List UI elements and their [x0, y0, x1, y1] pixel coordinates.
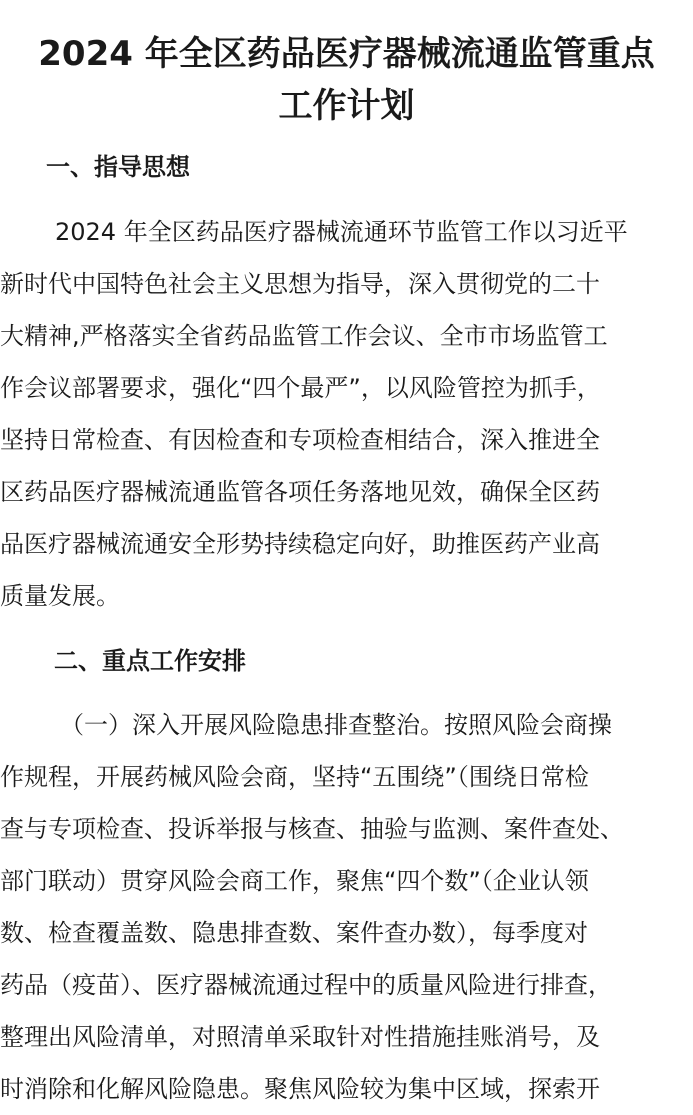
- paragraph-line: 品医疗器械流通安全形势持续稳定向好，助推医药产业高: [0, 530, 600, 558]
- section-heading-key-tasks: 二、重点工作安排: [54, 647, 246, 675]
- paragraph-line: （一）深入开展风险隐患排查整治。按照风险会商操: [60, 711, 612, 739]
- document-title: [0, 28, 693, 132]
- section-heading-guiding-ideology: 一、指导思想: [46, 153, 190, 181]
- paragraph-risk-inspection: [0, 699, 693, 1115]
- paragraph-line: 作会议部署要求，强化“四个最严”，以风险管控为抓手，: [0, 374, 601, 402]
- paragraph-line: 部门联动）贯穿风险会商工作，聚焦“四个数”（企业认领: [0, 867, 589, 895]
- paragraph-line: 新时代中国特色社会主义思想为指导，深入贯彻党的二十: [0, 270, 600, 298]
- paragraph-line: 查与专项检查、投诉举报与核查、抽验与监测、案件查处、: [0, 815, 624, 843]
- paragraph-line: 区药品医疗器械流通监管各项任务落地见效，确保全区药: [0, 478, 600, 506]
- paragraph-line: 2024 年全区药品医疗器械流通环节监管工作以习近平: [55, 218, 628, 246]
- paragraph-line: 时消除和化解风险隐患。聚焦风险较为集中区域，探索开: [0, 1075, 600, 1103]
- paragraph-line: 作规程，开展药械风险会商，坚持“五围绕”（围绕日常检: [0, 763, 589, 791]
- paragraph-line: 整理出风险清单，对照清单采取针对性措施挂账消号，及: [0, 1023, 600, 1051]
- paragraph-line: 大精神,严格落实全省药品监管工作会议、全市市场监管工: [0, 322, 608, 350]
- paragraph-line: 药品（疫苗）、医疗器械流通过程中的质量风险进行排查，: [0, 971, 612, 999]
- title-line: 工作计划: [278, 86, 415, 126]
- paragraph-line: 质量发展。: [0, 582, 120, 610]
- paragraph-line: 坚持日常检查、有因检查和专项检查相结合，深入推进全: [0, 426, 600, 454]
- title-line: 2024 年全区药品医疗器械流通监管重点: [38, 34, 655, 74]
- paragraph-line: 数、检查覆盖数、隐患排查数、案件查办数），每季度对: [0, 919, 588, 947]
- paragraph-guiding-ideology: [0, 206, 693, 622]
